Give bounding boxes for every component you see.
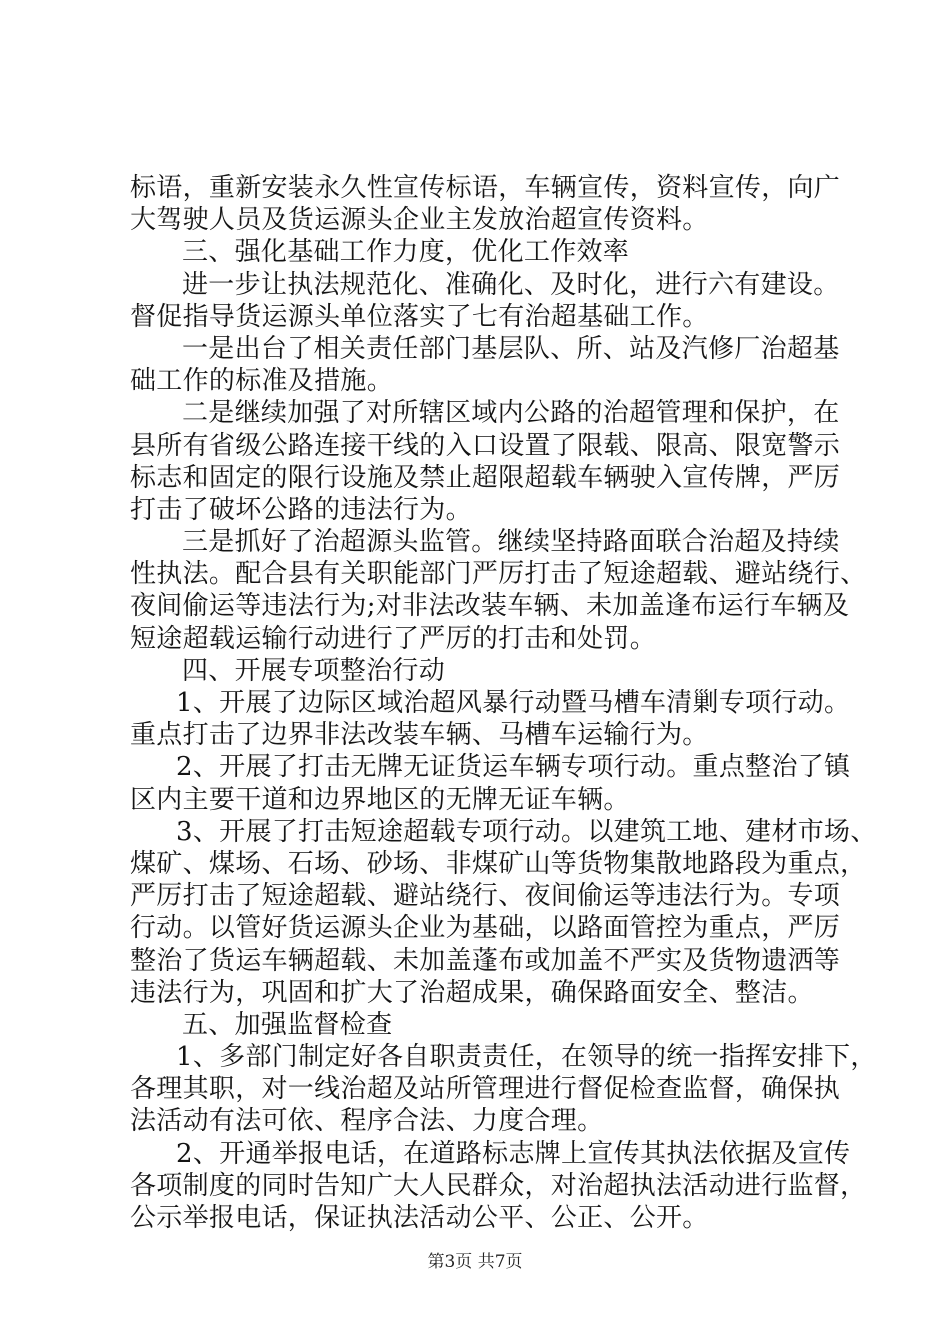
- text-line: 各理其职，对一线治超及站所管理进行督促检查监督，确保执: [130, 1074, 841, 1105]
- text-line: 2、开展了打击无牌无证货运车辆专项行动。重点整治了镇: [176, 752, 851, 783]
- text-line: 严厉打击了短途超载、避站绕行、夜间偷运等违法行为。专项: [130, 881, 841, 912]
- text-line: 大驾驶人员及货运源头企业主发放治超宣传资料。: [130, 205, 709, 236]
- text-line: 础工作的标准及措施。: [130, 366, 394, 397]
- text-line: 督促指导货运源头单位落实了七有治超基础工作。: [130, 301, 709, 332]
- text-line: 行动。以管好货运源头企业为基础，以路面管控为重点，严厉: [130, 913, 841, 944]
- text-line: 1、开展了边际区域治超风暴行动暨马槽车清剿专项行动。: [176, 688, 851, 718]
- text-line: 公示举报电话，保证执法活动公平、公正、公开。: [130, 1203, 709, 1233]
- section-heading: 四、开展专项整治行动: [182, 655, 446, 686]
- text-line: 各项制度的同时告知广大人民群众，对治超执法活动进行监督，: [130, 1170, 867, 1201]
- text-line: 进一步让执法规范化、准确化、及时化，进行六有建设。: [182, 269, 840, 300]
- text-line: 违法行为，巩固和扩大了治超成果，确保路面安全、整洁。: [130, 977, 814, 1008]
- text-line: 3、开展了打击短途超载专项行动。以建筑工地、建材市场、: [176, 816, 877, 847]
- text-line: 二是继续加强了对所辖区域内公路的治超管理和保护，在: [182, 398, 840, 429]
- text-line: 标志和固定的限行设施及禁止超限超载车辆驶入宣传牌，严厉: [130, 462, 841, 493]
- text-line: 夜间偷运等违法行为;对非法改装车辆、未加盖逢布运行车辆及: [130, 591, 850, 622]
- text-line: 2、开通举报电话，在道路标志牌上宣传其执法依据及宣传: [176, 1138, 851, 1169]
- page-footer: 第3页 共7页: [427, 1252, 523, 1272]
- text-line: 打击了破坏公路的违法行为。: [130, 494, 472, 525]
- text-line: 法活动有法可依、程序合法、力度合理。: [130, 1106, 604, 1137]
- section-heading: 五、加强监督检查: [182, 1009, 393, 1040]
- text-line: 短途超载运输行动进行了严厉的打击和处罚。: [130, 623, 657, 654]
- text-line: 重点打击了边界非法改装车辆、马槽车运输行为。: [130, 720, 709, 751]
- text-line: 区内主要干道和边界地区的无牌无证车辆。: [130, 784, 630, 815]
- text-line: 煤矿、煤场、石场、砂场、非煤矿山等货物集散地路段为重点，: [130, 848, 867, 879]
- text-line: 整治了货运车辆超载、未加盖蓬布或加盖不严实及货物遗洒等: [130, 945, 841, 976]
- text-line: 标语，重新安装永久性宣传标语，车辆宣传，资料宣传，向广: [130, 173, 841, 203]
- text-line: 性执法。配合县有关职能部门严厉打击了短途超载、避站绕行、: [130, 559, 867, 590]
- text-line: 一是出台了相关责任部门基层队、所、站及汽修厂治超基: [182, 333, 840, 364]
- text-line: 1、多部门制定好各自职责责任，在领导的统一指挥安排下，: [176, 1042, 877, 1073]
- text-line: 三是抓好了治超源头监管。继续坚持路面联合治超及持续: [182, 527, 840, 558]
- section-heading: 三、强化基础工作力度，优化工作效率: [182, 237, 630, 268]
- text-line: 县所有省级公路连接干线的入口设置了限载、限高、限宽警示: [130, 430, 841, 461]
- document-body: [130, 172, 877, 1234]
